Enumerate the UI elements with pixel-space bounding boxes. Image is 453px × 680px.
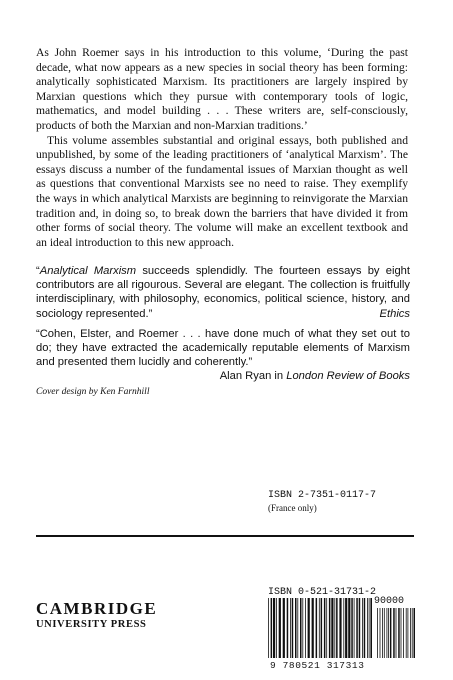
review-source-author: Alan Ryan in [219,370,287,383]
review-source [380,307,410,321]
blurb-paragraph-1: As John Roemer says in his introduction to this volume, ‘During the past decade, what now appears as a new species in social theory has been forming: analytically sophisticated Marxism. Its practitioners are largely inspired by Marxian questions which they pursue with contemporary tools of logic, mathematics, and model building . . . These writers are, self-consciously, products of both the Marxian and non-Marxian traditions.’ [36,46,408,132]
review-ethics [36,264,410,321]
review-quote-text: “Cohen, Elster, and Roemer . . . have done much of what they set out to do; they have extracted the academically reputable elements of Marxism and presented them lucidly and coherently.” [36,327,410,369]
reviews [36,264,410,390]
review-source-title: Ethics [379,307,410,320]
barcode-icon [268,598,372,658]
blurb [36,46,408,250]
review-source-title: London Review of Books [286,370,410,383]
cover-design-credit: Cover design by Ken Farnhill [36,387,150,397]
review-lrb [36,327,410,384]
review-quote-text: succeeds splendidly. The fourteen essays by eight contributors are all rigourous. Several are elegant. The collection is fruitfully interdisciplinary, with philosophy, economics, political science, history, and sociology represented.” [36,265,411,320]
barcode-addon-number: 90000 [374,596,405,607]
review-source [36,369,410,383]
review-quote-title: Analytical Marxism [39,265,137,277]
isbn-france [268,490,376,514]
isbn-france-note: (France only) [268,503,317,513]
publisher-line-1: CAMBRIDGE [36,599,158,618]
barcode-addon-icon [377,608,417,658]
isbn-main: ISBN 0-521-31731-2 [268,587,377,598]
isbn-france-number: ISBN 2-7351-0117-7 [268,490,377,501]
divider-rule [36,535,414,537]
publisher-logo [36,600,157,631]
blurb-paragraph-2: This volume assembles substantial and original essays, both published and unpublished, by some of the leading practitioners of ‘analytical Marxism’. The essays discuss a number of the fundamental issues of Marxian thought as well as questions that conventional Marxists see no need to raise. They exemplify the ways in which analytical Marxists are beginning to reinvigorate the Marxian tradition and, in doing so, to break down the barriers that have divided it from other forms of social theory. The volume will make an excellent textbook and an ideal introduction to this new approach. [36,133,408,249]
publisher-line-2: UNIVERSITY PRESS [36,619,147,630]
barcode-ean-number: 9 780521 317313 [270,660,365,671]
review-quote-open: “ [36,265,40,277]
